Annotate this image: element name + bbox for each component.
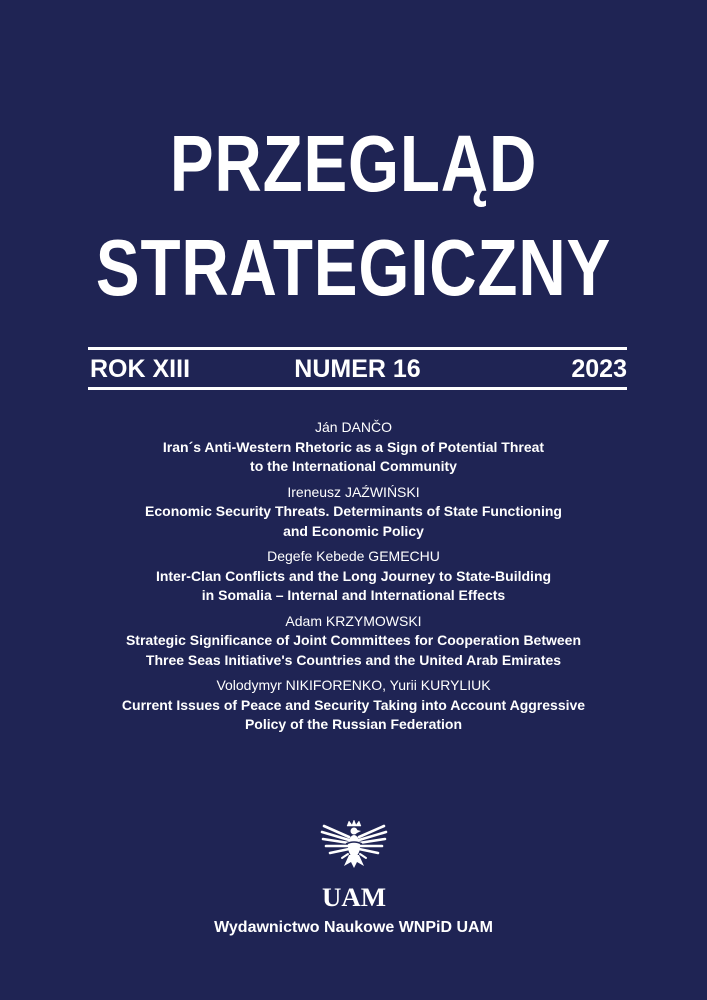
article-title (60, 696, 647, 735)
eagle-emblem-icon (322, 820, 386, 868)
article-title-line: Strategic Significance of Joint Committees for Cooperation Between (125, 632, 582, 648)
article-author: Volodymyr NIKIFORENKO, Yurii KURYLIUK (216, 677, 491, 693)
divider-top (88, 347, 627, 350)
article-title-line: in Somalia – Internal and International Effects (201, 587, 506, 603)
article-title-line: Current Issues of Peace and Security Taking into Account Aggressive (121, 696, 586, 713)
article-title (60, 631, 647, 670)
article-title (60, 567, 647, 606)
article-author: Degefe Kebede GEMECHU (267, 548, 440, 564)
article-entry (60, 612, 647, 671)
article-author: Ireneusz JAŹWIŃSKI (287, 483, 420, 500)
publisher-name: Wydawnictwo Naukowe WNPiD UAM (214, 919, 493, 936)
volume-label: ROK XIII (90, 355, 191, 383)
article-author: Ján DANČO (314, 419, 393, 435)
article-entry (60, 547, 647, 606)
article-title-line: to the International Community (250, 458, 457, 474)
journal-title-line-1: PRZEGLĄD (169, 119, 538, 208)
article-entry (60, 483, 647, 542)
issue-info-row (88, 352, 627, 386)
logo-text: UAM (322, 883, 386, 910)
article-title (60, 502, 647, 541)
article-title-line: Three Seas Initiative's Countries and the United Arab Emirates (145, 651, 562, 668)
article-title (60, 438, 647, 477)
uam-logo (318, 820, 390, 910)
article-entry (60, 418, 647, 477)
article-title-line: Policy of the Russian Federation (244, 716, 463, 732)
table-of-contents (60, 418, 647, 741)
article-title-line: Inter-Clan Conflicts and the Long Journey to State-Building (155, 567, 552, 584)
article-title-line: Iran´s Anti-Western Rhetoric as a Sign of Potential Threat (162, 438, 545, 455)
journal-title-line-2: STRATEGICZNY (95, 223, 612, 312)
issue-number-label: NUMER 16 (294, 355, 421, 383)
divider-bottom (88, 387, 627, 390)
article-entry (60, 676, 647, 735)
article-title-line: and Economic Policy (283, 522, 424, 539)
article-title-line: Economic Security Threats. Determinants of State Functioning (145, 503, 562, 519)
issue-year-label: 2023 (571, 355, 627, 383)
article-author: Adam KRZYMOWSKI (285, 612, 422, 629)
